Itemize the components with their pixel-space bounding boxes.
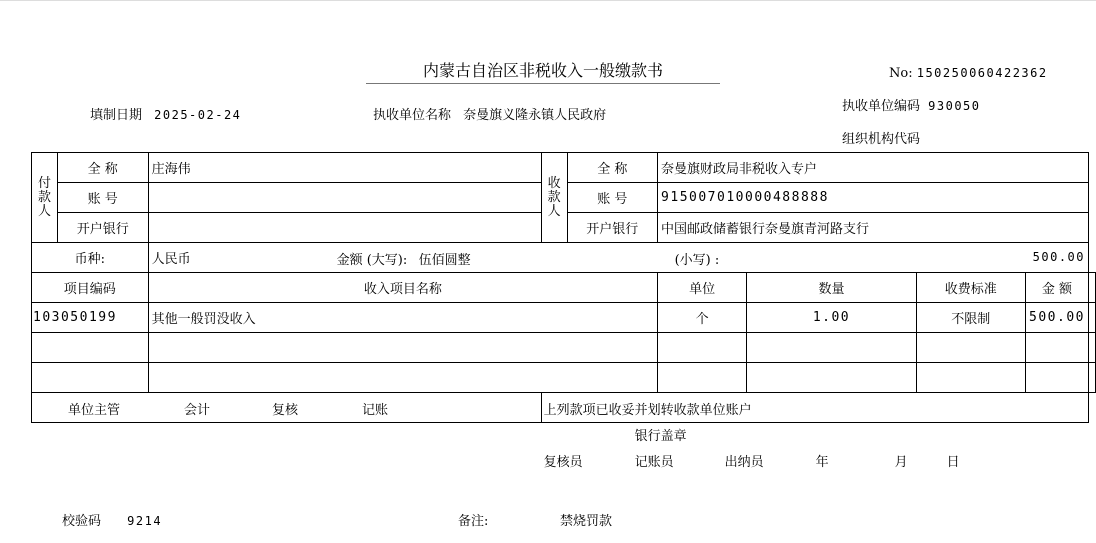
check-code-value: 9214: [127, 514, 163, 528]
amount-upper: 伍佰圆整: [418, 253, 471, 268]
payee-name-label: 全 称: [567, 153, 658, 183]
header-standard: 收费标准: [916, 273, 1025, 303]
item-standard: 不限制: [916, 303, 1025, 333]
amount-lower: 500.00: [1032, 250, 1085, 264]
header-qty: 数量: [747, 273, 916, 303]
currency-label: 币种:: [32, 243, 149, 273]
sig-accountant: 会计: [184, 403, 211, 418]
payer-bank: [148, 213, 541, 243]
check-code: [62, 510, 162, 529]
currency-row: [32, 243, 1096, 273]
item-row: [32, 303, 1096, 333]
payee-label: 收款人: [541, 153, 567, 243]
item-qty: 1.00: [747, 303, 916, 333]
empty-row: [32, 333, 1096, 363]
sig-supervisor: 单位主管: [68, 403, 121, 418]
unit-code: [842, 95, 981, 114]
sig-year: 年: [815, 455, 829, 470]
payer-name: 庄海伟: [148, 153, 541, 183]
payee-bank-label: 开户银行: [567, 213, 658, 243]
item-extra: [1089, 303, 1096, 333]
signature-row: [32, 393, 1096, 423]
payer-account: [148, 183, 541, 213]
party-row-name: [32, 153, 1096, 183]
header-name: 收入项目名称: [148, 273, 657, 303]
currency-cell: [148, 243, 1088, 273]
collecting-unit-name: 奈曼旗义隆永镇人民政府: [463, 108, 607, 123]
item-unit: 个: [658, 303, 747, 333]
fill-date: [90, 104, 241, 123]
bank-seal: 银行盖章: [634, 429, 687, 444]
payer-label: 付款人: [32, 153, 58, 243]
org-code-label: 组织机构代码: [842, 132, 921, 147]
review-clerk: 复核员: [543, 455, 583, 470]
unit-code-label: 执收单位编码: [842, 99, 921, 114]
cashier: 出纳员: [724, 455, 764, 470]
fill-date-value: 2025-02-24: [154, 108, 242, 122]
header-amount: 金 额: [1025, 273, 1088, 303]
fill-date-label: 填制日期: [90, 108, 143, 123]
payer-account-label: 账 号: [57, 183, 148, 213]
sig-day: 日: [946, 455, 960, 470]
item-name: 其他一般罚没收入: [148, 303, 657, 333]
payment-form-table: [31, 152, 1096, 470]
item-code: 103050199: [32, 303, 149, 333]
bank-notice: 上列款项已收妥并划转收款单位账户: [543, 403, 752, 418]
payee-name: 奈曼旗财政局非税收入专户: [658, 153, 1089, 183]
header-extra: [1089, 273, 1096, 303]
amount-lower-label: (小写) :: [674, 253, 720, 268]
signature-left: [32, 393, 542, 423]
items-header-row: [32, 273, 1096, 303]
serial-number-label: No:: [889, 66, 913, 81]
sig-month: 月: [894, 455, 908, 470]
payer-name-label: 全 称: [57, 153, 148, 183]
serial-number: [889, 66, 1048, 81]
payee-account-label: 账 号: [567, 183, 658, 213]
amount-upper-label: 金额 (大写):: [336, 253, 408, 268]
collecting-unit: [373, 104, 606, 123]
payee-account: 915007010000488888: [658, 183, 1089, 213]
empty-row: [32, 363, 1096, 393]
collecting-unit-label: 执收单位名称: [373, 108, 452, 123]
currency-value: 人民币: [151, 252, 191, 267]
check-code-label: 校验码: [62, 514, 102, 529]
payee-bank: 中国邮政储蓄银行奈曼旗青河路支行: [658, 213, 1089, 243]
payer-bank-label: 开户银行: [57, 213, 148, 243]
sig-bookkeeper: 记账: [362, 403, 389, 418]
remark-value: 禁烧罚款: [560, 514, 613, 529]
unit-code-value: 930050: [928, 99, 981, 113]
header-unit: 单位: [658, 273, 747, 303]
item-amount: 500.00: [1025, 303, 1088, 333]
book-clerk: 记账员: [634, 455, 674, 470]
document-title: 内蒙古自治区非税收入一般缴款书: [366, 58, 720, 84]
header-code: 项目编码: [32, 273, 149, 303]
remark-label: 备注:: [458, 514, 489, 529]
top-border: [0, 0, 1096, 1]
signature-right: [541, 393, 1088, 470]
sig-reviewer: 复核: [272, 403, 299, 418]
serial-number-value: 150250060422362: [916, 66, 1048, 80]
